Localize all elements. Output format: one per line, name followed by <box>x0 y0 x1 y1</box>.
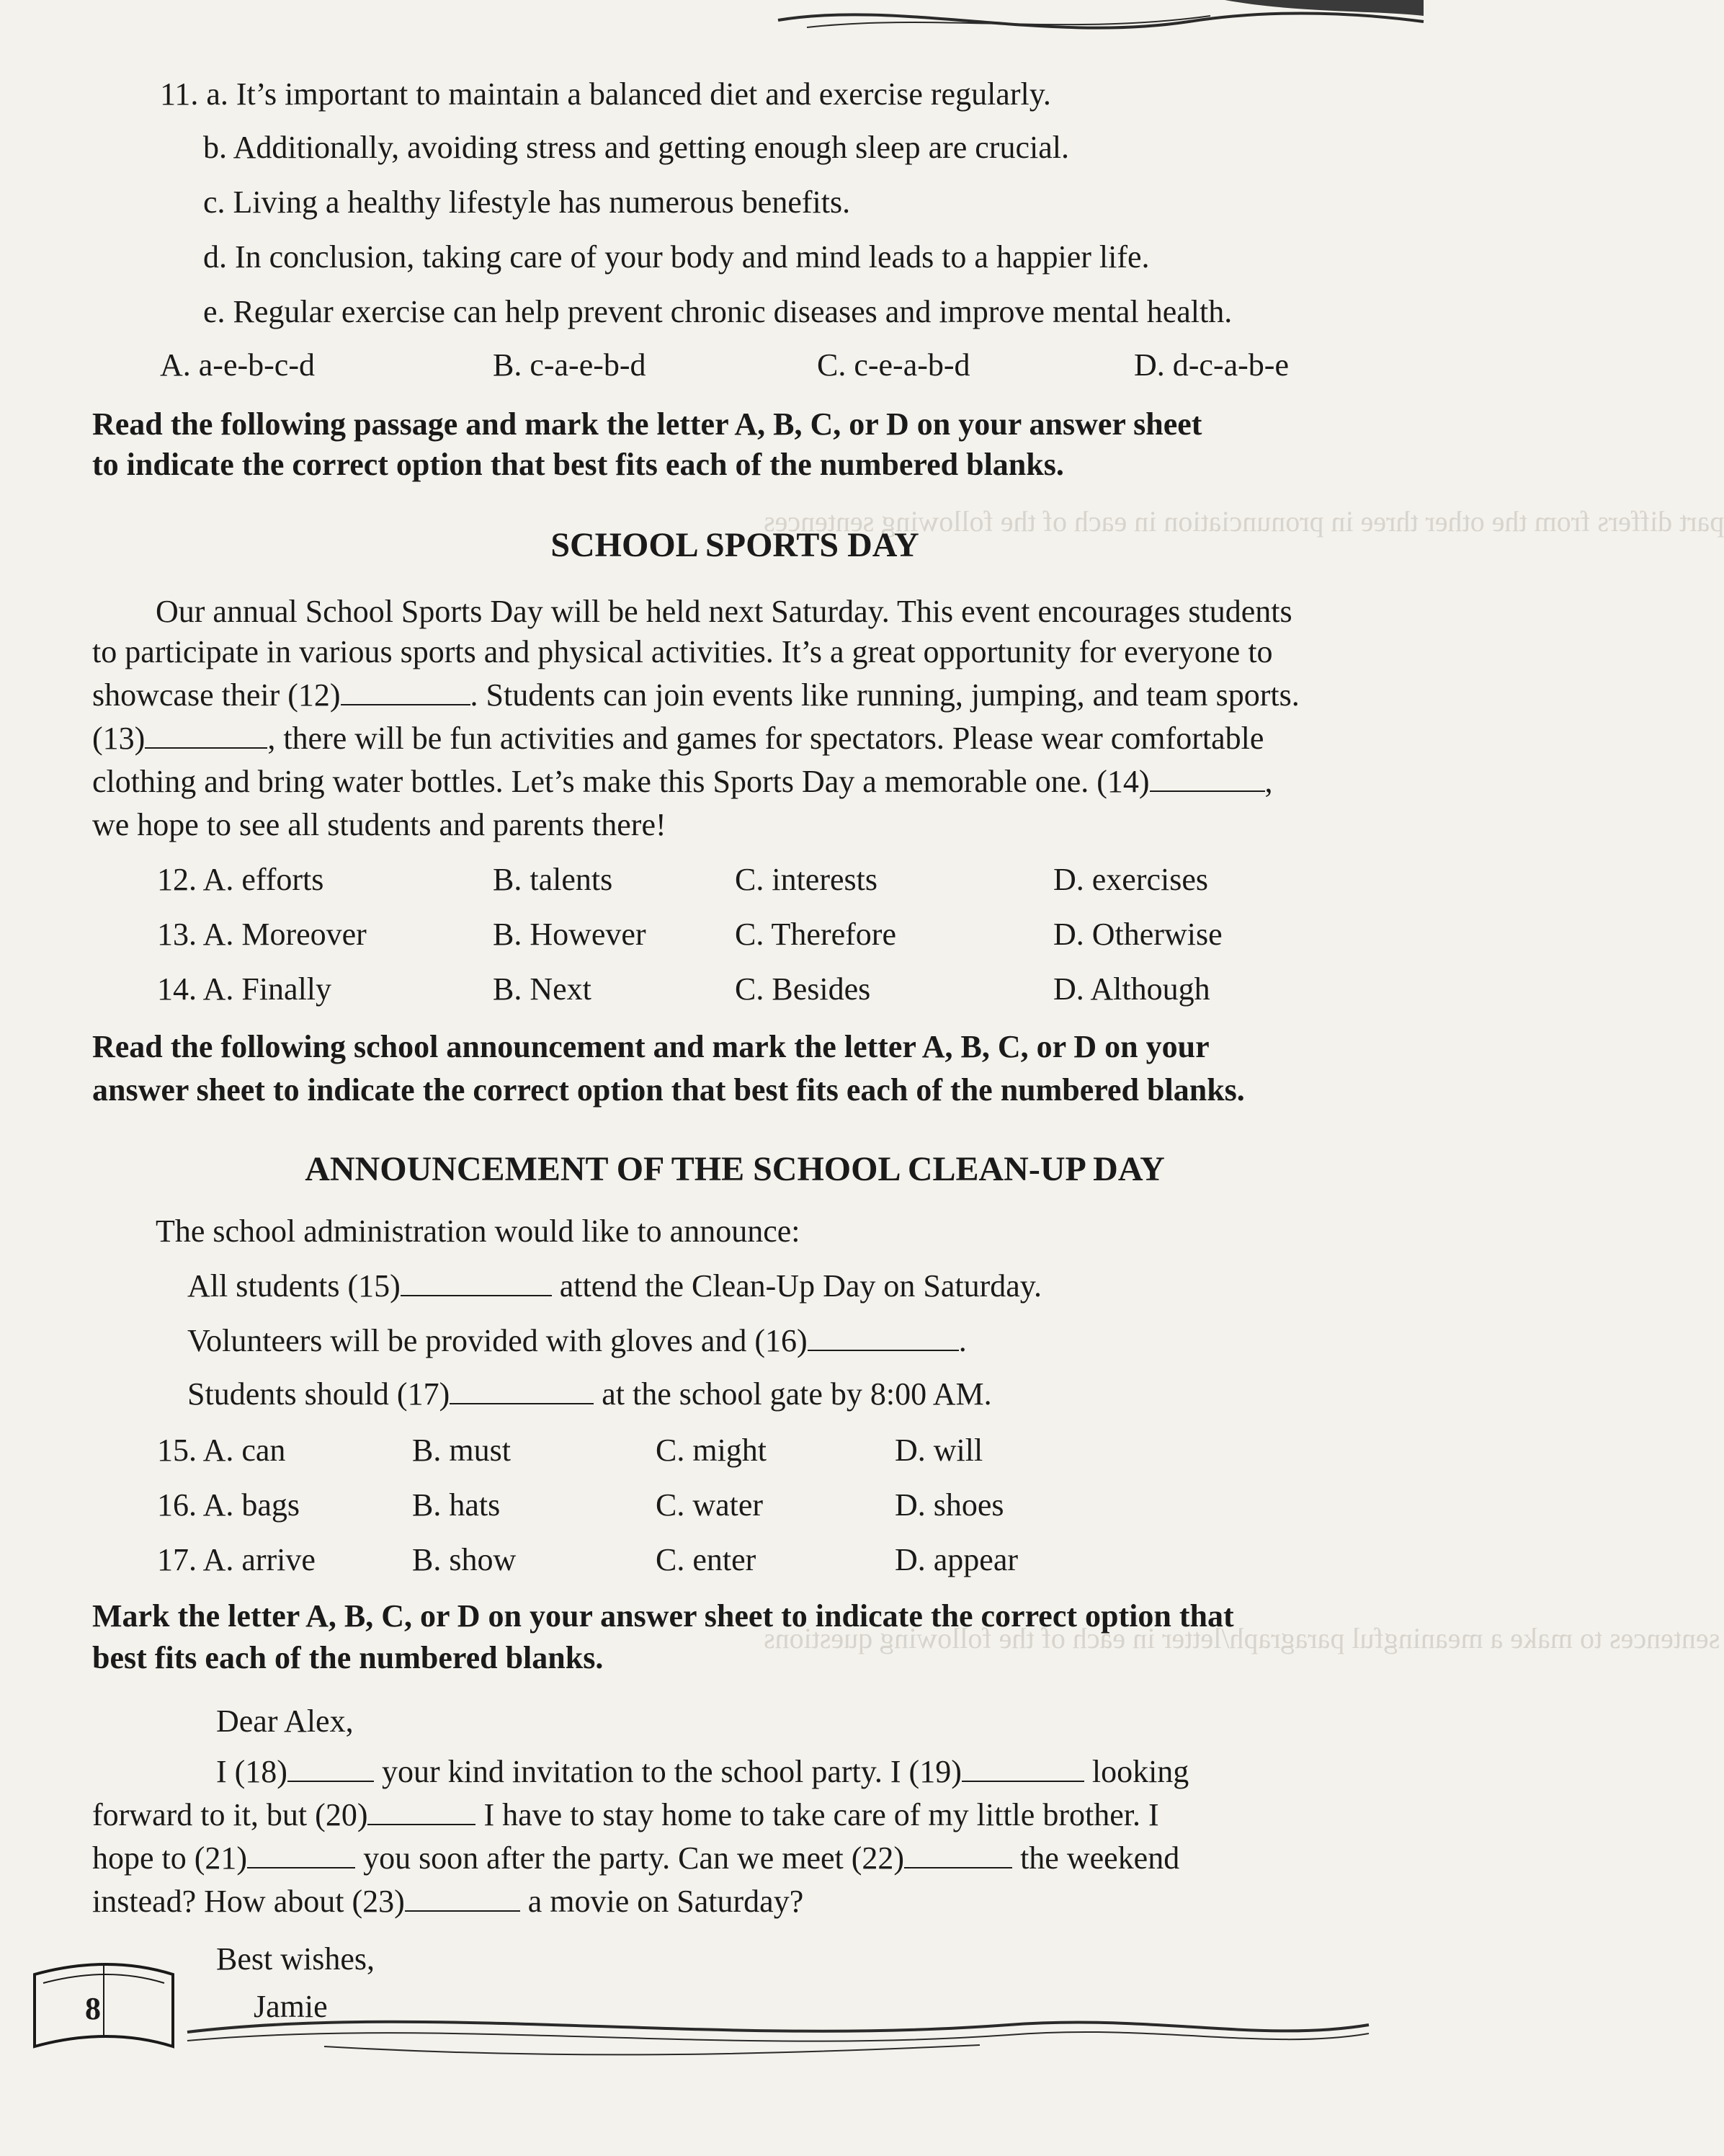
announcement-text: at the school gate by 8:00 AM. <box>602 1376 992 1412</box>
letter-text: looking <box>1091 1754 1189 1789</box>
section2-instruction-cont: answer sheet to indicate the correct option that best fits each of the numbered blanks. <box>92 1072 1245 1108</box>
announcement-text: . <box>958 1323 967 1358</box>
letter-text: instead? How about (23) <box>92 1884 405 1919</box>
q12-option-b[interactable]: B. talents <box>493 862 613 897</box>
letter-text: I (18) <box>216 1754 287 1789</box>
letter-closing: Best wishes, <box>216 1941 375 1977</box>
q11-sentence-c: c. Living a healthy lifestyle has numerous benefits. <box>203 184 851 220</box>
passage-text: , there will be fun activities and games for spectators. Please wear comfortable <box>267 721 1264 756</box>
passage-text: (13) <box>92 721 146 756</box>
section1-instruction: Read the following passage and mark the letter A, B, C, or D on your answer sheet <box>92 406 1202 442</box>
announcement-text: attend the Clean-Up Day on Saturday. <box>559 1268 1042 1304</box>
blank-20[interactable] <box>367 1795 475 1825</box>
q12-option-c[interactable]: C. interests <box>735 862 877 897</box>
section3-instruction: Mark the letter A, B, C, or D on your answer sheet to indicate the correct option that <box>92 1598 1234 1634</box>
blank-12[interactable] <box>341 675 470 705</box>
q14-option-a[interactable]: 14. A. Finally <box>157 971 332 1007</box>
blank-21[interactable] <box>247 1838 355 1868</box>
blank-19[interactable] <box>962 1752 1084 1782</box>
q11-line-a <box>160 74 1051 115</box>
blank-16[interactable] <box>808 1321 959 1351</box>
q11-option-a[interactable]: A. a-e-b-c-d <box>160 347 315 383</box>
announcement-line-15 <box>187 1265 1042 1307</box>
letter-text: the weekend <box>1020 1840 1180 1876</box>
q15-option-a[interactable]: 15. A. can <box>157 1433 286 1468</box>
letter-line-1 <box>216 1751 1189 1793</box>
q14-option-c[interactable]: C. Besides <box>735 971 871 1007</box>
passage-line-6: we hope to see all students and parents there! <box>92 807 666 842</box>
announcement-line-16 <box>187 1320 967 1362</box>
q14-option-b[interactable]: B. Next <box>493 971 591 1007</box>
q11-option-c[interactable]: C. c-e-a-b-d <box>817 347 970 383</box>
q11-sentence-e: e. Regular exercise can help prevent chronic diseases and improve mental health. <box>203 294 1233 329</box>
blank-13[interactable] <box>145 718 267 749</box>
bleed-through-text: sentences to make a meaningful paragraph/letter in each of the following questions <box>764 1622 1720 1654</box>
letter-salutation: Dear Alex, <box>216 1703 354 1739</box>
blank-14[interactable] <box>1150 762 1265 792</box>
q17-option-a[interactable]: 17. A. arrive <box>157 1542 316 1577</box>
announcement-intro: The school administration would like to announce: <box>156 1213 800 1249</box>
q17-option-b[interactable]: B. show <box>412 1542 517 1577</box>
announcement-text: All students (15) <box>187 1268 401 1304</box>
letter-text: your kind invitation to the school party. I (19) <box>381 1754 962 1789</box>
cleanup-day-title: ANNOUNCEMENT OF THE SCHOOL CLEAN-UP DAY <box>305 1150 1165 1188</box>
passage-text: . Students can join events like running, jumping, and team sports. <box>470 677 1300 713</box>
announcement-line-17 <box>187 1373 992 1415</box>
passage-line-2: to participate in various sports and physical activities. It’s a great opportunity for everyone to <box>92 634 1273 669</box>
q16-option-c[interactable]: C. water <box>656 1487 764 1523</box>
q12-option-a[interactable]: 12. A. efforts <box>157 862 324 897</box>
passage-line-4 <box>92 718 1264 760</box>
q13-option-d[interactable]: D. Otherwise <box>1053 917 1223 952</box>
q16-option-b[interactable]: B. hats <box>412 1487 501 1523</box>
blank-15[interactable] <box>401 1266 552 1296</box>
q11-sentence-d: d. In conclusion, taking care of your body and mind leads to a happier life. <box>203 239 1150 275</box>
letter-text: you soon after the party. Can we meet (22) <box>363 1840 905 1876</box>
letter-text: I have to stay home to take care of my little brother. I <box>483 1797 1159 1832</box>
q13-option-b[interactable]: B. However <box>493 917 646 952</box>
passage-text: , <box>1264 764 1273 799</box>
blank-18[interactable] <box>287 1752 374 1782</box>
blank-22[interactable] <box>904 1838 1012 1868</box>
blank-23[interactable] <box>405 1881 520 1912</box>
q17-option-c[interactable]: C. enter <box>656 1542 756 1577</box>
page-number: 8 <box>85 1991 101 2026</box>
sports-day-title: SCHOOL SPORTS DAY <box>550 526 919 564</box>
letter-line-4 <box>92 1881 803 1923</box>
blank-17[interactable] <box>450 1374 594 1404</box>
letter-signature: Jamie <box>254 1989 328 2024</box>
q11-number: 11. <box>160 76 199 112</box>
letter-text: a movie on Saturday? <box>527 1884 804 1919</box>
letter-line-2 <box>92 1794 1159 1836</box>
q15-option-d[interactable]: D. will <box>895 1433 983 1468</box>
q16-option-a[interactable]: 16. A. bags <box>157 1487 300 1523</box>
q11-option-b[interactable]: B. c-a-e-b-d <box>493 347 646 383</box>
passage-line-3 <box>92 674 1300 716</box>
q17-option-d[interactable]: D. appear <box>895 1542 1019 1577</box>
letter-text: forward to it, but (20) <box>92 1797 368 1832</box>
section2-instruction: Read the following school announcement and mark the letter A, B, C, or D on your <box>92 1029 1210 1064</box>
passage-line-1: Our annual School Sports Day will be held next Saturday. This event encourages students <box>156 594 1292 629</box>
q13-option-c[interactable]: C. Therefore <box>735 917 896 952</box>
q11-sentence-a: a. It’s important to maintain a balanced diet and exercise regularly. <box>206 76 1051 112</box>
passage-text: clothing and bring water bottles. Let’s make this Sports Day a memorable one. (14) <box>92 764 1150 799</box>
passage-text: showcase their (12) <box>92 677 341 713</box>
q16-option-d[interactable]: D. shoes <box>895 1487 1004 1523</box>
passage-line-5 <box>92 761 1273 803</box>
q12-option-d[interactable]: D. exercises <box>1053 862 1209 897</box>
announcement-text: Students should (17) <box>187 1376 450 1412</box>
q11-option-d[interactable]: D. d-c-a-b-e <box>1134 347 1289 383</box>
section3-instruction-cont: best fits each of the numbered blanks. <box>92 1640 604 1675</box>
q13-option-a[interactable]: 13. A. Moreover <box>157 917 367 952</box>
q15-option-b[interactable]: B. must <box>412 1433 511 1468</box>
letter-line-3 <box>92 1838 1179 1879</box>
q11-sentence-b: b. Additionally, avoiding stress and getting enough sleep are crucial. <box>203 130 1069 165</box>
q14-option-d[interactable]: D. Although <box>1053 971 1210 1007</box>
announcement-text: Volunteers will be provided with gloves and (16) <box>187 1323 808 1358</box>
bleed-through-text: part differs from the other three in pronunciation in each of the following sentences <box>764 505 1724 538</box>
q15-option-c[interactable]: C. might <box>656 1433 767 1468</box>
section1-instruction-cont: to indicate the correct option that best fits each of the numbered blanks. <box>92 447 1064 482</box>
letter-text: hope to (21) <box>92 1840 248 1876</box>
